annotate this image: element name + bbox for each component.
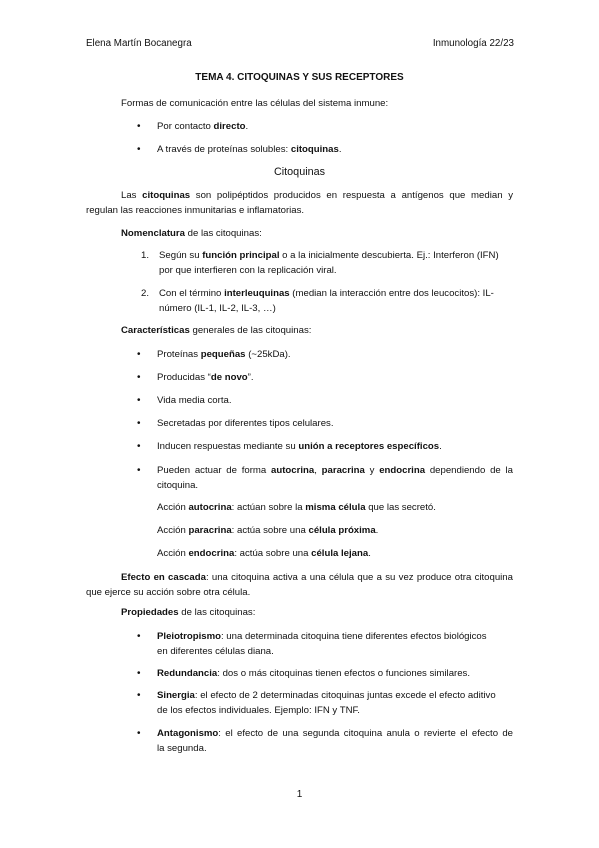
definition-line-1: Las citoquinas son polipéptidos producidos en respuesta a antígenos que median y — [121, 190, 513, 201]
bullet-icon: • — [137, 690, 141, 701]
action-endocrine: Acción endocrina: actúa sobre una célula lejana. — [157, 548, 371, 559]
list-item: Redundancia: dos o más citoquinas tienen efectos o funciones similares. — [157, 668, 471, 679]
list-item-continuation: número (IL-1, IL-2, IL-3, …) — [159, 303, 276, 314]
header-course: Inmunología 22/23 — [432, 38, 514, 49]
nomenclature-heading: Nomenclatura de las citoquinas: — [121, 228, 262, 239]
bullet-icon: • — [137, 668, 141, 679]
action-autocrine: Acción autocrina: actúan sobre la misma célula que las secretó. — [157, 502, 436, 513]
list-item: Producidas “de novo”. — [157, 372, 254, 383]
bullet-icon: • — [137, 631, 141, 642]
list-item: Con el término interleuquinas (median la interacción entre dos leucocitos): IL- — [159, 288, 494, 299]
list-item: Pueden actuar de forma autocrina, paracrina y endocrina dependiendo de la — [157, 465, 513, 476]
bullet-icon: • — [137, 465, 141, 476]
page-title: TEMA 4. CITOQUINAS Y SUS RECEPTORES — [195, 72, 404, 83]
list-item: Inducen respuestas mediante su unión a receptores específicos. — [157, 441, 442, 452]
header-author: Elena Martín Bocanegra — [86, 38, 192, 49]
list-item-continuation: por que interfieren con la replicación viral. — [159, 265, 337, 276]
bullet-icon: • — [137, 349, 141, 360]
intro-text: Formas de comunicación entre las células del sistema inmune: — [121, 98, 389, 109]
list-item: Pleiotropismo: una determinada citoquina tiene diferentes efectos biológicos — [157, 631, 487, 642]
bullet-icon: • — [137, 372, 141, 383]
bullet-icon: • — [137, 441, 141, 452]
bullet-icon: • — [137, 728, 141, 739]
list-item: Proteínas pequeñas (~25kDa). — [157, 349, 291, 360]
cascade-line-1: Efecto en cascada: una citoquina activa a una célula que a su vez produce otra citoquina — [121, 572, 513, 583]
list-item-continuation: la segunda. — [157, 743, 207, 754]
properties-heading: Propiedades de las citoquinas: — [121, 607, 256, 618]
bullet-icon: • — [137, 395, 141, 406]
list-item: Por contacto directo. — [157, 121, 249, 132]
section-heading: Citoquinas — [273, 166, 326, 178]
list-item-continuation: en diferentes células diana. — [157, 646, 274, 657]
list-item: A través de proteínas solubles: citoquinas. — [157, 144, 342, 155]
list-item: Antagonismo: el efecto de una segunda citoquina anula o revierte el efecto de — [157, 728, 513, 739]
cascade-line-2: que ejerce su acción sobre otra célula. — [86, 587, 251, 598]
bullet-icon: • — [137, 144, 141, 155]
page-number: 1 — [296, 789, 303, 800]
list-item: Sinergia: el efecto de 2 determinadas citoquinas juntas excede el efecto aditivo — [157, 690, 496, 701]
bullet-icon: • — [137, 121, 141, 132]
list-item: Secretadas por diferentes tipos celulares. — [157, 418, 334, 429]
characteristics-heading: Características generales de las citoquinas: — [121, 325, 312, 336]
action-paracrine: Acción paracrina: actúa sobre una célula próxima. — [157, 525, 379, 536]
list-number: 1. — [141, 250, 150, 261]
list-item: Vida media corta. — [157, 395, 232, 406]
list-item: Según su función principal o a la inicialmente descubierta. Ej.: Interferon (IFN) — [159, 250, 499, 261]
list-number: 2. — [141, 288, 150, 299]
definition-line-2: regulan las reacciones inmunitarias e inflamatorias. — [86, 205, 305, 216]
list-item-continuation: de los efectos individuales. Ejemplo: IFN y TNF. — [157, 705, 360, 716]
bullet-icon: • — [137, 418, 141, 429]
list-item-continuation: citoquina. — [157, 480, 199, 491]
